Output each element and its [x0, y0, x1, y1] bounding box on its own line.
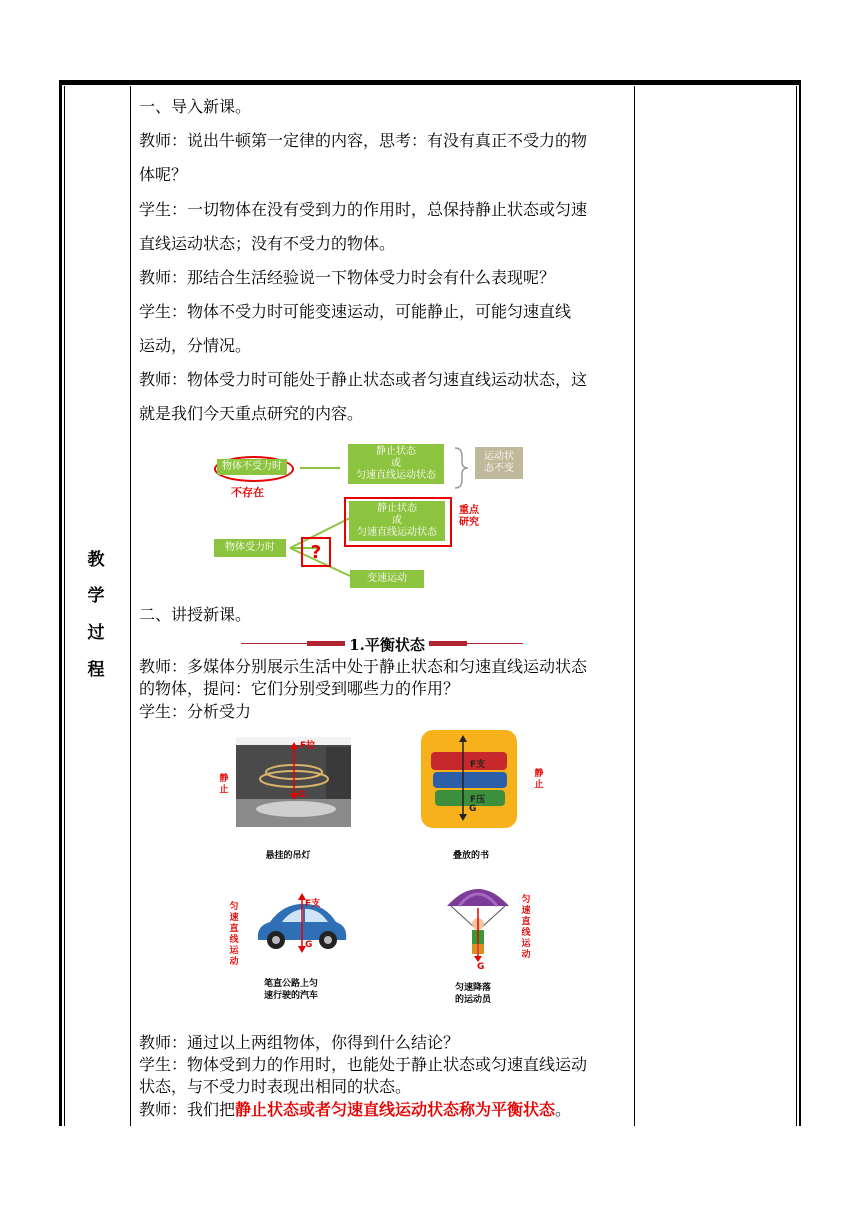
section-heading: 二、讲授新课。 — [139, 605, 252, 624]
car-force-label: F支 — [305, 899, 321, 909]
lamp-force-label: F拉 — [300, 741, 316, 751]
paragraph: 一、导入新课。 — [139, 97, 252, 116]
paragraph: 学生：分析受力 — [139, 702, 252, 721]
paragraph: 直线运动状态；没有不受力的物体。 — [139, 234, 396, 253]
paragraph: 的物体，提问：它们分别受到哪些力的作用？ — [139, 679, 460, 698]
key-research-label: 重点 研究 — [459, 505, 479, 528]
car-caption: 笔直公路上匀 速行驶的汽车 — [263, 979, 318, 1001]
no-force-box: 物体不受力时 — [217, 459, 287, 475]
book-side-label: 静止 — [534, 769, 544, 790]
car-side-label: 匀速直线运动 — [229, 902, 239, 967]
paragraph: 学生：一切物体在没有受到力的作用时，总保持静止状态或匀速 — [139, 200, 588, 219]
car-image — [252, 892, 352, 962]
conclusion-suffix: 。 — [555, 1100, 572, 1119]
heading-bar-left — [307, 641, 345, 646]
paragraph: 教师：那结合生活经验说一下物体受力时会有什么表现呢？ — [139, 268, 556, 287]
para-side-label: 匀速直线运动 — [521, 895, 531, 960]
balance-heading — [241, 634, 523, 654]
balance-definition: 静止状态或者匀速直线运动状态称为平衡状态 — [235, 1100, 556, 1119]
book-gravity: G — [469, 804, 477, 814]
paragraph: 教师：多媒体分别展示生活中处于静止状态和匀速直线运动状态 — [139, 657, 588, 676]
conclusion-prefix: 教师：我们把 — [139, 1100, 236, 1119]
car-gravity-label: G — [305, 940, 313, 950]
paragraph: 教师：物体受力时可能处于静止状态或者匀速直线运动状态，这 — [139, 370, 588, 389]
sidebar-label-3: 过 — [87, 623, 105, 643]
paragraph: 状态，与不受力时表现出相同的状态。 — [139, 1077, 412, 1096]
book-caption: 叠放的书 — [452, 851, 489, 861]
lamp-image — [236, 737, 351, 827]
paragraph: 学生：物体受到力的作用时，也能处于静止状态或匀速直线运动 — [139, 1055, 588, 1074]
para-gravity-label: G — [477, 962, 485, 972]
lamp-caption: 悬挂的吊灯 — [265, 851, 311, 861]
paragraph: 教师：通过以上两组物体，你得到什么结论？ — [139, 1033, 460, 1052]
force-box: 物体受力时 — [214, 539, 286, 557]
sidebar-label-4: 程 — [87, 660, 105, 680]
not-exist-label: 不存在 — [231, 486, 264, 499]
question-box — [301, 537, 331, 567]
variable-motion-box: 变速运动 — [350, 570, 424, 588]
conclusion-paragraph — [139, 1099, 629, 1121]
paragraph: 体呢？ — [139, 165, 188, 184]
question-mark-icon: ? — [310, 541, 322, 563]
book-force-2: F压 — [470, 795, 486, 805]
para-caption: 匀速降落 的运动员 — [454, 983, 491, 1005]
paragraph: 教师：说出牛顿第一定律的内容，思考：有没有真正不受力的物 — [139, 131, 588, 150]
motion-unchanged-box: 运动状 态不变 — [475, 447, 523, 479]
lamp-gravity-label: G — [298, 790, 306, 800]
paragraph: 就是我们今天重点研究的内容。 — [139, 404, 364, 423]
paragraph: 学生：物体不受力时可能变速运动，可能静止，可能匀速直线 — [139, 302, 572, 321]
book-force-1: F支 — [470, 760, 486, 770]
still-or-uniform-box-2: 静止状态 或 匀速直线运动状态 — [349, 501, 445, 541]
still-or-uniform-box-1: 静止状态 或 匀速直线运动状态 — [348, 444, 444, 484]
sidebar-label-1: 教 — [87, 550, 105, 570]
heading-text: 1.平衡状态 — [349, 636, 425, 654]
paragraph: 运动，分情况。 — [139, 336, 252, 355]
lamp-side-label: 静止 — [219, 774, 229, 795]
heading-rule-right — [429, 643, 523, 644]
parachute-image — [445, 880, 511, 962]
sidebar-label-2: 学 — [87, 586, 105, 606]
